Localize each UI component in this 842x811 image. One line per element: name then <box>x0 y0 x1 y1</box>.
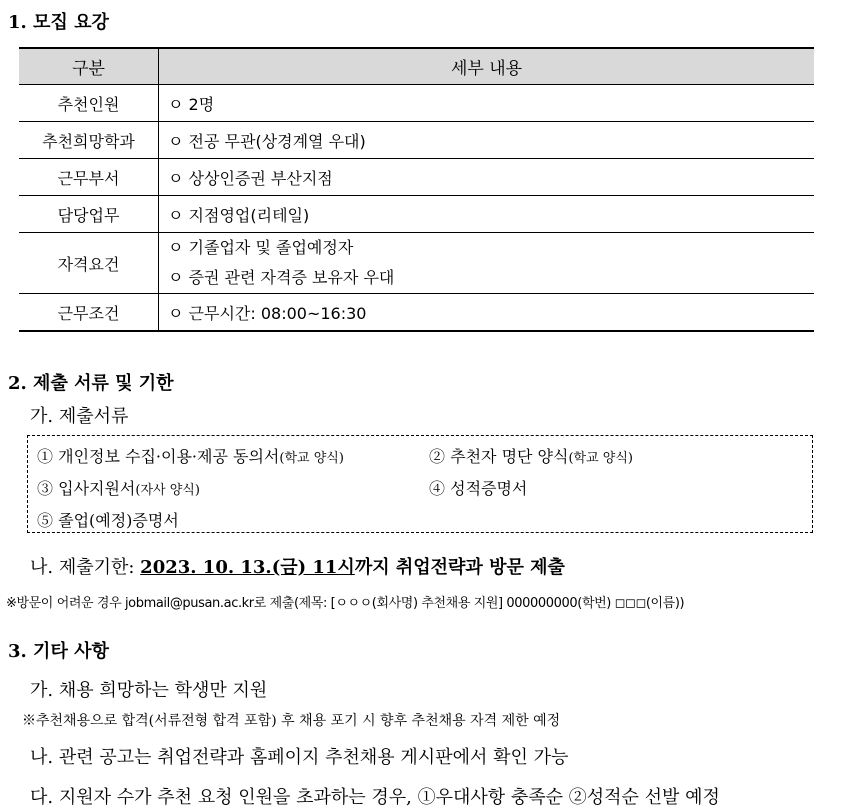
section1-title: 1. 모집 요강 <box>8 12 109 33</box>
row-value: ㅇ 전공 무관(상경계열 우대) <box>159 122 815 159</box>
other-item-a: 가. 채용 희망하는 학생만 지원 <box>30 680 268 701</box>
document-item: ④ 성적증명서 <box>429 479 528 498</box>
row-label: 추천희망학과 <box>19 122 159 159</box>
row-label: 근무조건 <box>19 294 159 332</box>
row-value <box>159 233 815 294</box>
document-item: ⑤ 졸업(예정)증명서 <box>37 511 179 530</box>
row-value: ㅇ 상상인증권 부산지점 <box>159 159 815 196</box>
table-header-category: 구분 <box>19 48 159 85</box>
document-item: ② 추천자 명단 양식(학교 양식) <box>429 447 633 466</box>
row-label: 담당업무 <box>19 196 159 233</box>
other-item-b: 나. 관련 공고는 취업전략과 홈페이지 추천채용 게시판에서 확인 가능 <box>30 747 569 768</box>
row-label: 근무부서 <box>19 159 159 196</box>
table-row <box>19 122 814 159</box>
table-row <box>19 85 814 122</box>
section2-title: 2. 제출 서류 및 기한 <box>8 373 174 394</box>
row-value: ㅇ 2명 <box>159 85 815 122</box>
deadline-suffix: 까지 취업전략과 방문 제출 <box>354 557 565 578</box>
table-header-row <box>19 48 814 85</box>
documents-box <box>27 435 813 533</box>
table-row <box>19 233 814 294</box>
other-item-c: 다. 지원자 수가 추천 요청 인원을 초과하는 경우, ①우대사항 충족순 ②성적순 선발 예정 <box>30 787 720 808</box>
submission-docs-heading: 가. 제출서류 <box>30 406 129 427</box>
section3-title: 3. 기타 사항 <box>8 641 109 662</box>
other-note-a: ※추천채용으로 합격(서류전형 합격 포함) 후 채용 포기 시 향후 추천채용 자격 제한 예정 <box>22 713 561 729</box>
document-item: ③ 입사지원서(자사 양식) <box>37 479 200 498</box>
table-row <box>19 196 814 233</box>
table-row <box>19 294 814 332</box>
row-label: 자격요건 <box>19 233 159 294</box>
row-value-line: ㅇ 기졸업자 및 졸업예정자 <box>168 238 354 257</box>
row-value-line: ㅇ 증권 관련 자격증 보유자 우대 <box>168 268 395 287</box>
row-value: ㅇ 근무시간: 08:00~16:30 <box>159 294 815 332</box>
email-note: ※방문이 어려운 경우 jobmail@pusan.ac.kr로 제출(제목: [ㅇㅇㅇ(회사명) 추천채용 지원] 000000000(학번) ◻◻◻(이름)) <box>6 596 685 611</box>
deadline-line <box>30 553 565 579</box>
row-value: ㅇ 지점영업(리테일) <box>159 196 815 233</box>
deadline-date: 2023. 10. 13.(금) 11시 <box>140 557 355 578</box>
document-item: ① 개인정보 수집·이용·제공 동의서(학교 양식) <box>37 447 344 466</box>
recruitment-table <box>19 47 814 332</box>
table-row <box>19 159 814 196</box>
row-label: 추천인원 <box>19 85 159 122</box>
deadline-prefix: 나. 제출기한: <box>30 557 141 578</box>
table-header-details: 세부 내용 <box>159 48 815 85</box>
